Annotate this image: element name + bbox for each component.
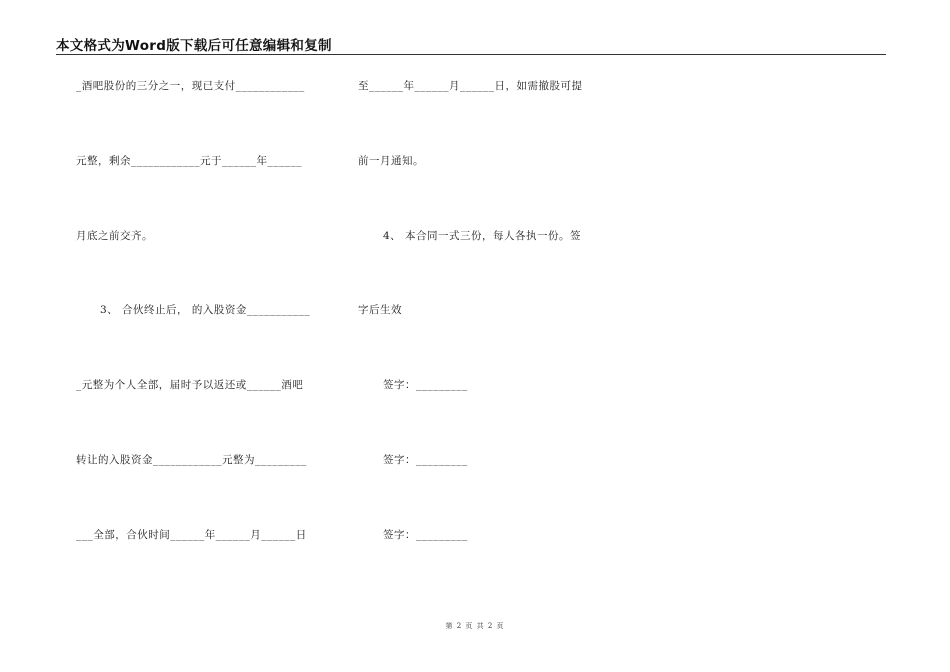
left-line-5: _元整为个人全部，届时予以返还或______酒吧	[76, 379, 304, 391]
right-line-4: 字后生效	[358, 304, 402, 316]
page-number: 第 2 页 共 2 页	[445, 622, 505, 630]
page-header	[56, 34, 886, 55]
right-line-1: 至______年______月______日，如需撤股可提	[358, 80, 583, 92]
right-line-3: 4、 本合同一式三份，每人各执一份。签	[383, 230, 582, 242]
left-line-6: 转让的入股资金____________元整为_________	[76, 454, 307, 466]
signature-line-1: 签字：_________	[383, 379, 468, 391]
left-line-7: ___全部，合伙时间______年______月______日	[76, 529, 307, 541]
left-line-2: 元整，剩余____________元于______年______	[76, 155, 302, 167]
left-line-3: 月底之前交齐。	[76, 230, 153, 242]
left-line-1: _酒吧股份的三分之一，现已支付____________	[76, 80, 305, 92]
header-title: 本文格式为Word版下载后可任意编辑和复制	[56, 38, 332, 54]
left-line-4: 3、 合伙终止后， 的入股资金___________	[100, 304, 311, 316]
signature-line-2: 签字：_________	[383, 454, 468, 466]
signature-line-3: 签字：_________	[383, 529, 468, 541]
right-line-2: 前一月通知。	[358, 155, 424, 167]
